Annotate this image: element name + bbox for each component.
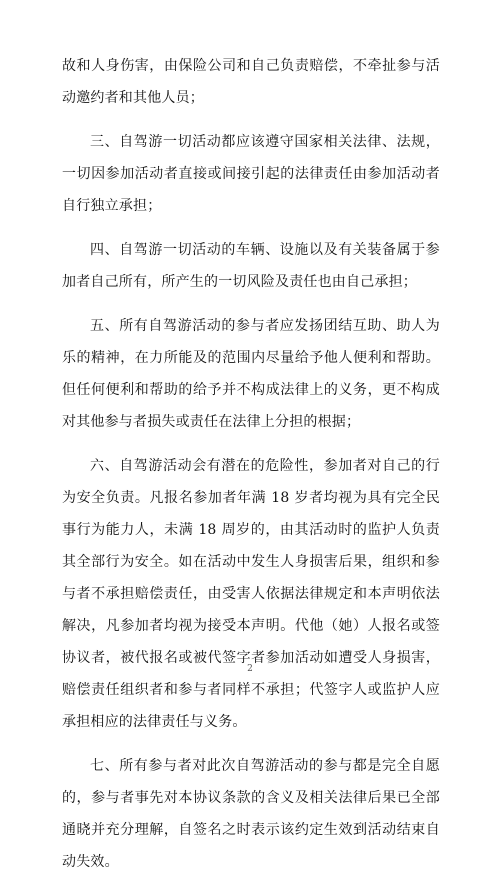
paragraph-clause-6: 六、自驾游活动会有潜在的危险性，参加者对自己的行为安全负责。凡报名参加者年满 18 岁者均视为具有完全民事行为能力人，未满 18 周岁的，由其活动时的监护人负责其全部行为安全。如在活动中发生人身损害后果，组织和参与者不承担赔偿责任，由受害人依据法律规定和本声明依法解决，凡参加者均视为接受本声明。代他（她）人报名或签协议者，被代报名或被代签字者参加活动如遭受人身损害，赔偿责任组织者和参与者同样不承担；代签字人或监护人应承担相应的法律责任与义务。 (62, 458, 440, 730)
page-number: 2 (247, 664, 253, 674)
paragraph-clause-3: 三、自驾游一切活动都应该遵守国家相关法律、法规，一切因参加活动者直接或间接引起的法律责任由参加活动者自行独立承担； (62, 134, 440, 214)
paragraph-clause-7: 七、所有参与者对此次自驾游活动的参与都是完全自愿的，参与者事先对本协议条款的含义及相关法律后果已全部通晓并充分理解，自签名之时表示该约定生效到活动结束自动失效。 (62, 758, 440, 870)
paragraph-clause-4: 四、自驾游一切活动的车辆、设施以及有关装备属于参加者自己所有，所产生的一切风险及责任也由自己承担； (62, 242, 440, 290)
paragraph-clause-5: 五、所有自驾游活动的参与者应发扬团结互助、助人为乐的精神，在力所能及的范围内尽量给予他人便利和帮助。但任何便利和帮助的给予并不构成法律上的义务，更不构成对其他参与者损失或责任在法律上分担的根据； (62, 318, 440, 430)
paragraph-continuation: 故和人身伤害，由保险公司和自己负责赔偿，不牵扯参与活动邀约者和其他人员； (62, 58, 440, 106)
